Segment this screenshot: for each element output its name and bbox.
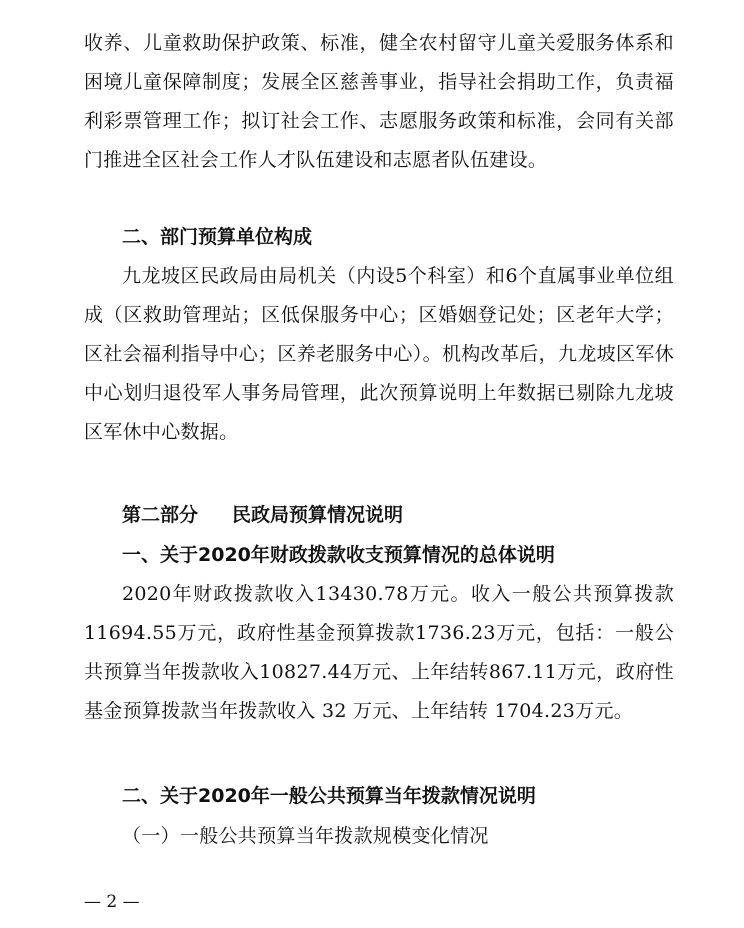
sub-item-heading: （一）一般公共预算当年拨款规模变化情况 <box>122 825 489 847</box>
subsection-heading-overall: 一、关于2020年财政拨款收支预算情况的总体说明 <box>122 544 555 566</box>
intro-paragraph: 收养、儿童救助保护政策、标准，健全农村留守儿童关爱服务体系和困境儿童保障制度；发展全区慈善事业，指导社会捐助工作，负责福利彩票管理工作；拟订社会工作、志愿服务政策和标准，会同有关部门推进全区社会工作人才队伍建设和志愿者队伍建设。 <box>84 32 674 171</box>
part-label: 第二部分 <box>122 504 199 526</box>
page-number: — 2 — <box>84 892 140 912</box>
overall-budget-paragraph: 2020年财政拨款收入13430.78万元。收入一般公共预算拨款11694.55万元，政府性基金预算拨款1736.23万元，包括：一般公共预算当年拨款收入10827.44万元、上年结转867.11万元，政府性基金预算拨款当年拨款收入 32 万元、上年结转 1704.23万元。 <box>84 583 674 722</box>
section-heading-budget-units: 二、部门预算单位构成 <box>122 226 313 248</box>
part-title: 民政局预算情况说明 <box>232 504 404 526</box>
subsection-heading-general-budget: 二、关于2020年一般公共预算当年拨款情况说明 <box>122 785 536 807</box>
budget-units-paragraph: 九龙坡区民政局由局机关（内设5个科室）和6个直属事业单位组成（区救助管理站；区低保服务中心；区婚姻登记处；区老年大学；区社会福利指导中心；区养老服务中心）。机构改革后，九龙坡区军休中心划归退役军人事务局管理，此次预算说明上年数据已剔除九龙坡区军休中心数据。 <box>84 265 674 443</box>
part-two-heading <box>122 496 403 535</box>
